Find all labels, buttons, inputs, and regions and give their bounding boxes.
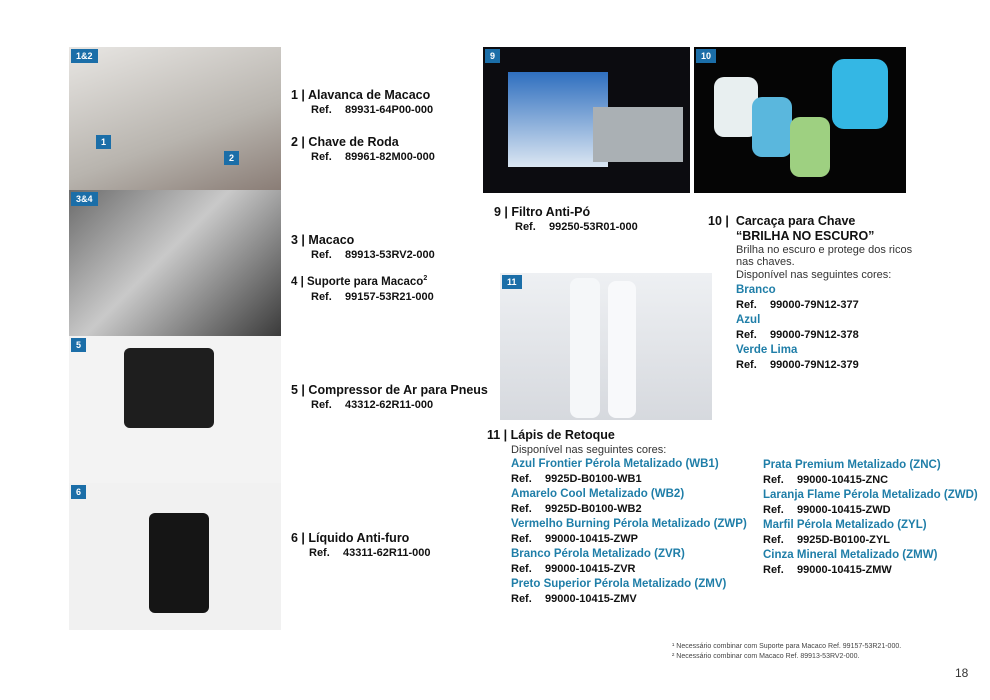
color-name: Laranja Flame Pérola Metalizado (ZWD)	[763, 489, 978, 501]
color-name: Branco	[736, 284, 776, 296]
availability-text: Disponível nas seguintes cores:	[736, 269, 892, 281]
ref-code: 99000-79N12-377	[770, 299, 859, 311]
item-9	[494, 205, 638, 235]
ref-label: Ref.	[515, 221, 536, 233]
photo-jack	[69, 190, 281, 336]
item-4	[291, 271, 434, 305]
ref-label: Ref.	[511, 563, 532, 575]
photo-sealant	[69, 483, 281, 630]
color-name: Preto Superior Pérola Metalizado (ZMV)	[511, 578, 727, 590]
page-number: 18	[955, 666, 969, 680]
ref-label: Ref.	[311, 399, 332, 411]
ref-code: 89961-82M00-000	[345, 151, 435, 163]
ref-code: 89913-53RV2-000	[345, 249, 435, 261]
photo-badge: 2	[224, 151, 239, 165]
ref-code: 9925D-B0100-ZYL	[797, 534, 890, 546]
color-name: Marfil Pérola Metalizado (ZYL)	[763, 519, 927, 531]
ref-label: Ref.	[736, 299, 757, 311]
item-number: 2 |	[291, 135, 305, 149]
photo-jack-tools	[69, 47, 281, 190]
photo-badge: 3&4	[71, 192, 98, 206]
ref-line	[511, 502, 747, 517]
availability-text: Disponível nas seguintes cores:	[511, 444, 667, 456]
photo-badge: 10	[696, 49, 716, 63]
item-description: Brilha no escuro e protege dos ricos	[736, 244, 913, 256]
photo-badge: 6	[71, 485, 86, 499]
item-2	[291, 135, 435, 165]
item-title: Macaco	[308, 233, 355, 247]
ref-line	[511, 592, 747, 607]
ref-label: Ref.	[311, 104, 332, 116]
item-number: 5 |	[291, 383, 305, 397]
ref-code: 9925D-B0100-WB1	[545, 473, 642, 485]
ref-code: 99000-10415-ZMV	[545, 593, 637, 605]
ref-label: Ref.	[311, 290, 332, 303]
ref-code: 99157-53R21-000	[345, 290, 434, 303]
color-name: Amarelo Cool Metalizado (WB2)	[511, 488, 685, 500]
item-3	[291, 233, 435, 263]
item-title: Carcaça para Chave	[735, 214, 856, 228]
ref-label: Ref.	[511, 533, 532, 545]
ref-label: Ref.	[511, 473, 532, 485]
ref-code: 99000-10415-ZWP	[545, 533, 638, 545]
ref-code: 9925D-B0100-WB2	[545, 503, 642, 515]
ref-code: 99000-10415-ZVR	[545, 563, 636, 575]
item-title: Líquido Anti-furo	[308, 531, 410, 545]
ref-line	[763, 503, 978, 518]
ref-line	[511, 472, 747, 487]
ref-line	[763, 473, 978, 488]
ref-label: Ref.	[763, 534, 784, 546]
item-title: Compressor de Ar para Pneus	[308, 383, 488, 397]
item-number: 10 |	[708, 214, 729, 228]
item-title: Suporte para Macaco	[307, 275, 424, 288]
ref-label: Ref.	[511, 503, 532, 515]
ref-code: 99000-79N12-379	[770, 359, 859, 371]
ref-label: Ref.	[311, 151, 332, 163]
photo-badge: 9	[485, 49, 500, 63]
ref-line	[511, 562, 747, 577]
photo-badge: 11	[502, 275, 522, 289]
color-name: Azul	[736, 314, 761, 326]
color-name: Cinza Mineral Metalizado (ZMW)	[763, 549, 938, 561]
ref-line	[763, 533, 978, 548]
item-number: 3 |	[291, 233, 305, 247]
photo-key-covers	[694, 47, 906, 193]
item-11	[487, 428, 747, 607]
ref-code: 89931-64P00-000	[345, 104, 434, 116]
item-number: 9 |	[494, 205, 508, 219]
item-title: Alavanca de Macaco	[307, 88, 431, 102]
photo-badge: 5	[71, 338, 86, 352]
item-6	[291, 531, 430, 561]
color-name: Vermelho Burning Pérola Metalizado (ZWP)	[511, 518, 747, 530]
item-5	[291, 383, 488, 413]
photo-touchup-pens	[500, 273, 712, 420]
ref-code: 99000-10415-ZMW	[797, 564, 892, 576]
item-title: Lápis de Retoque	[510, 428, 615, 442]
ref-label: Ref.	[511, 593, 532, 605]
item-description: nas chaves.	[736, 256, 795, 268]
ref-label: Ref.	[763, 564, 784, 576]
item-subtitle: “BRILHA NO ESCURO”	[736, 229, 875, 243]
color-name: Verde Lima	[736, 344, 798, 356]
footnote: ² Necessário combinar com Macaco Ref. 89913-53RV2-000.	[672, 653, 860, 660]
ref-label: Ref.	[763, 504, 784, 516]
ref-code: 99000-79N12-378	[770, 329, 859, 341]
ref-label: Ref.	[736, 359, 757, 371]
ref-code: 43312-62R11-000	[345, 399, 434, 411]
ref-label: Ref.	[736, 329, 757, 341]
color-name: Prata Premium Metalizado (ZNC)	[763, 459, 941, 471]
item-number: 4 |	[291, 275, 304, 288]
ref-code: 99000-10415-ZWD	[797, 504, 891, 516]
ref-code: 99250-53R01-000	[549, 221, 638, 233]
color-name: Branco Pérola Metalizado (ZVR)	[511, 548, 685, 560]
ref-line	[763, 563, 978, 578]
photo-filter	[483, 47, 690, 193]
item-10	[708, 214, 912, 373]
ref-label: Ref.	[763, 474, 784, 486]
photo-badge: 1	[96, 135, 111, 149]
item-number: 6 |	[291, 531, 305, 545]
item-number: 11 |	[487, 428, 508, 442]
item-number: 1 |	[291, 88, 305, 102]
photo-badge: 1&2	[71, 49, 98, 63]
photo-compressor	[69, 336, 281, 483]
footnote: ¹ Necessário combinar com Suporte para Macaco Ref. 99157-53R21-000.	[672, 643, 902, 650]
ref-code: 99000-10415-ZNC	[797, 474, 889, 486]
footnote-marker: 2	[423, 275, 428, 282]
ref-code: 43311-62R11-000	[343, 547, 431, 559]
color-name: Azul Frontier Pérola Metalizado (WB1)	[511, 458, 719, 470]
item-11-colors-col2	[763, 458, 978, 578]
ref-label: Ref.	[311, 249, 332, 261]
ref-label: Ref.	[309, 547, 330, 559]
item-title: Filtro Anti-Pó	[511, 205, 591, 219]
item-title: Chave de Roda	[308, 135, 399, 149]
item-1	[291, 88, 433, 118]
ref-line	[511, 532, 747, 547]
